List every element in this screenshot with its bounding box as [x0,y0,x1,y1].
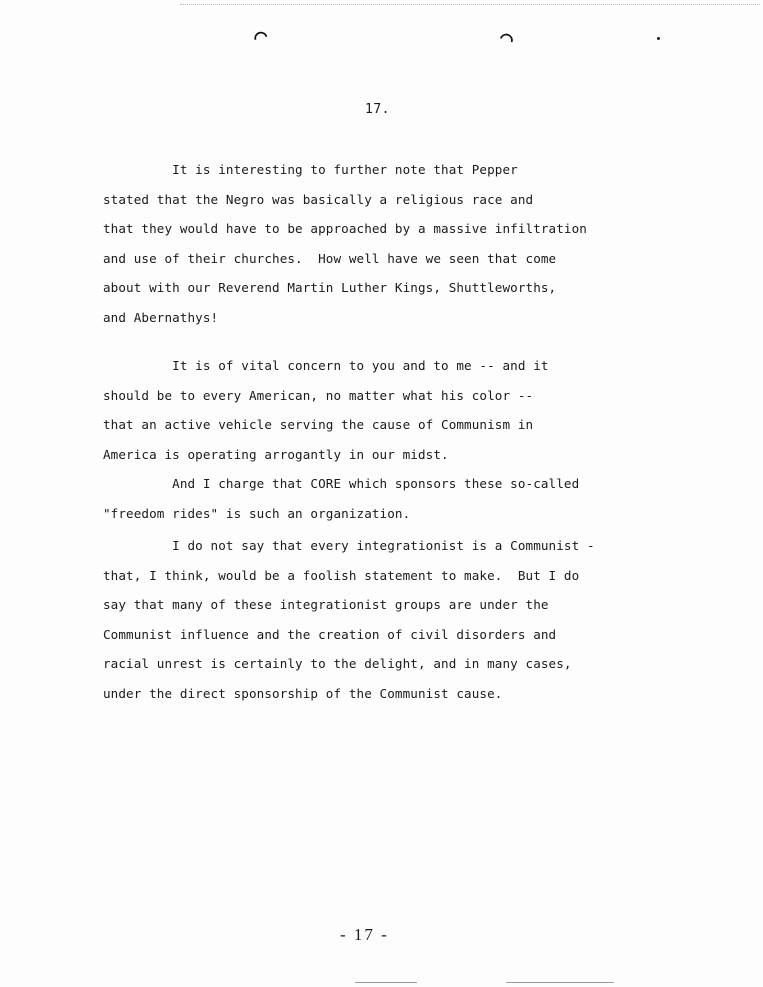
page-number-footer: - 17 - [340,925,389,944]
text-line: stated that the Negro was basically a religious race and [103,191,534,207]
text-line: racial unrest is certainly to the delight, and in many cases, [103,656,572,671]
text-line: and use of their churches. How well have we seen that come [103,250,557,266]
text-line: I do not say that every integrationist is a Communist - [103,538,595,553]
text-line: say that many of these integrationist groups are under the [103,597,549,612]
page-number-header: 17. [365,102,390,117]
text-line: It is of vital concern to you and to me -- and it [103,358,549,373]
text-line: Communist influence and the creation of civil disorders and [103,626,557,642]
top-dotted-border [180,4,760,5]
bottom-rule-right [506,982,614,983]
staple-mark-left: ⌒ [250,22,271,51]
text-line: and Abernathys! [103,309,219,325]
text-line: under the direct sponsorship of the Communist cause. [103,685,503,701]
text-line: It is interesting to further note that Pepper [103,162,518,177]
bottom-rule-left [355,982,417,983]
staple-mark-right: ⌒ [496,24,517,53]
paragraph-3 [103,469,643,528]
speck-mark [657,37,660,40]
paragraph-4 [103,531,643,708]
paragraph-1 [103,155,643,332]
text-line: America is operating arrogantly in our midst. [103,446,449,462]
text-line: "freedom rides" is such an organization. [103,505,411,521]
text-line: that they would have to be approached by a massive infiltration [103,221,587,236]
text-line: about with our Reverend Martin Luther Kings, Shuttleworths, [103,280,557,295]
text-line: should be to every American, no matter what his color -- [103,387,534,403]
text-line: that, I think, would be a foolish statement to make. But I do [103,567,580,583]
text-line: that an active vehicle serving the cause of Communism in [103,417,534,432]
text-line: And I charge that CORE which sponsors these so-called [103,476,580,491]
paragraph-2 [103,351,643,469]
